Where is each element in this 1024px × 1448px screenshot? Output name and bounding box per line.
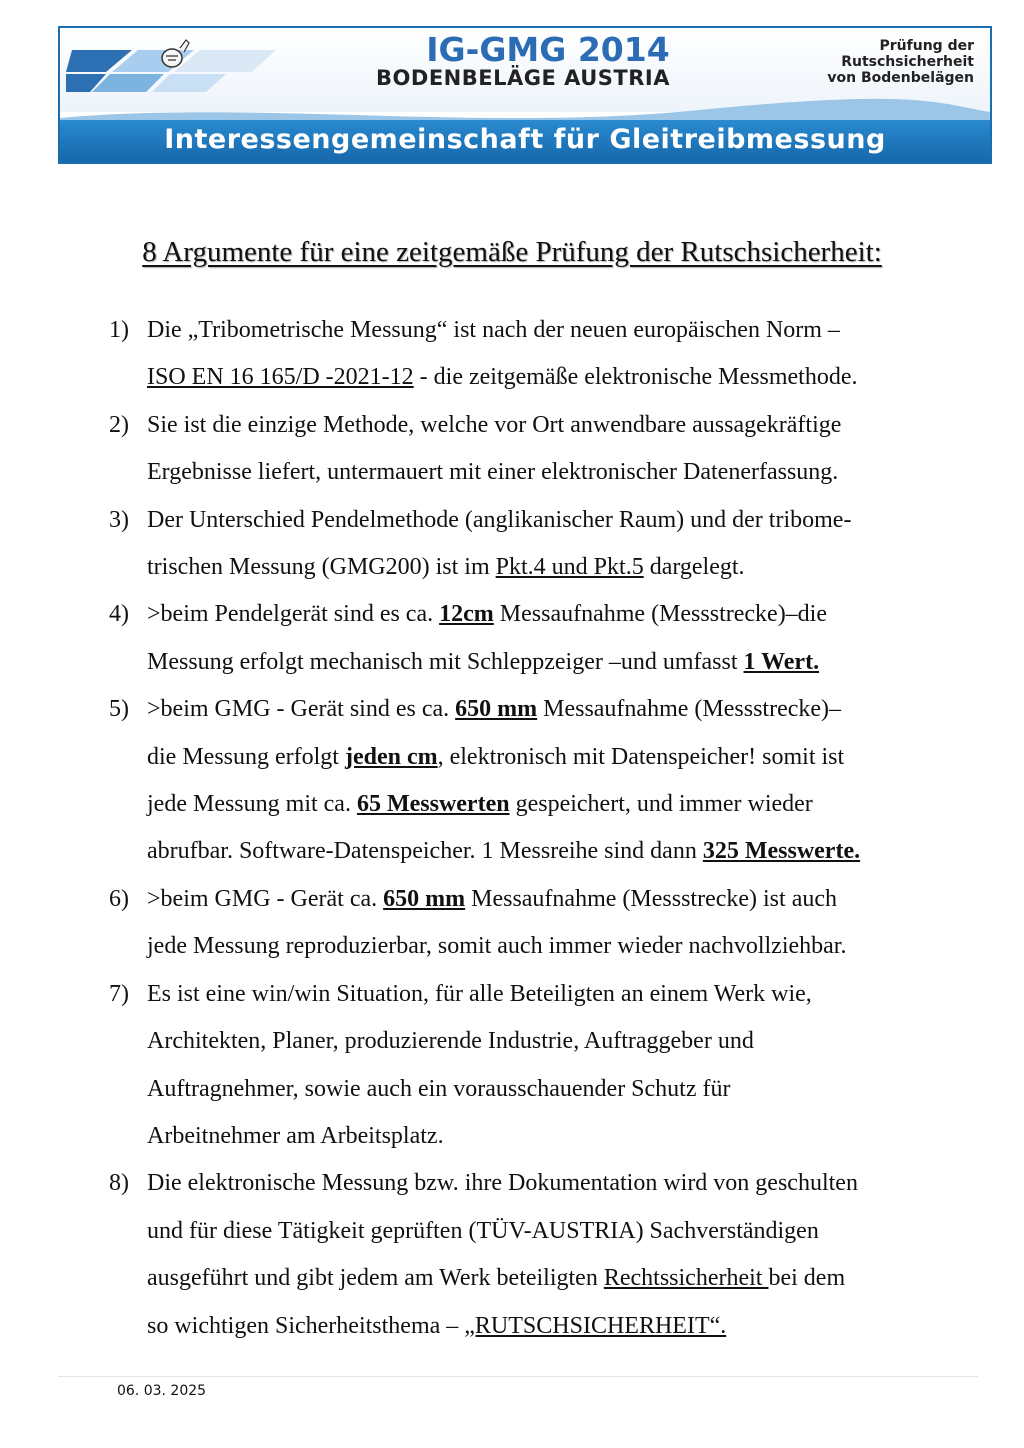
- banner-tagline: [774, 38, 974, 86]
- item-text: Die „Tribometrische Messung“ ist nach der neuen europäischen Norm –: [147, 317, 840, 343]
- item-text: Messung erfolgt mechanisch mit Schleppzeiger –und umfasst: [147, 648, 744, 675]
- item-line: [147, 734, 984, 781]
- item-text: , elektronisch mit Datenspeicher! somit ist: [437, 743, 845, 770]
- item-line: [147, 1160, 984, 1207]
- argument-item: [0, 686, 1024, 876]
- argument-item: [0, 591, 1024, 686]
- item-number: 2): [109, 411, 129, 438]
- document-heading: 8 Argumente für eine zeitgemäße Prüfung der Rutschsicherheit:: [142, 236, 882, 268]
- tagline-line: Rutschsicherheit: [841, 54, 974, 70]
- item-text: trischen Messung (GMG200) ist im: [147, 554, 496, 581]
- item-line: [147, 1303, 984, 1350]
- footer-divider: [58, 1376, 978, 1377]
- rechtssicherheit-link[interactable]: Rechtssicherheit: [603, 1265, 769, 1292]
- item-text: Ergebnisse liefert, untermauert mit einer elektronischer Datenerfassung.: [147, 459, 839, 486]
- item-text: jede Messung mit ca.: [147, 791, 357, 818]
- argument-list: [0, 307, 1024, 1350]
- highlight-value: 1 Wert.: [743, 648, 820, 675]
- item-line: [147, 639, 984, 686]
- highlight-value: 650 mm: [455, 696, 538, 723]
- item-text: gespeichert, und immer wieder: [509, 791, 813, 818]
- item-line: [147, 307, 984, 354]
- item-text: Architekten, Planer, produzierende Industrie, Auftraggeber und: [147, 1028, 754, 1055]
- norm-reference: ISO EN 16 165/D -2021-12: [147, 364, 414, 391]
- item-text: Auftragnehmer, sowie auch ein vorausschauender Schutz für: [147, 1075, 731, 1102]
- item-number: 5): [109, 696, 129, 723]
- item-text: Der Unterschied Pendelmethode (anglikanischer Raum) und der tribome-: [147, 506, 852, 533]
- item-line: [147, 1255, 984, 1302]
- header-banner: [58, 26, 992, 164]
- brand-subtitle: BODENBELÄGE AUSTRIA: [376, 66, 670, 90]
- item-line: [147, 828, 984, 875]
- item-text: ausgeführt und gibt jedem am Werk beteiligten: [147, 1265, 604, 1292]
- highlight-value: 650 mm: [383, 885, 466, 912]
- item-text: Die elektronische Messung bzw. ihre Dokumentation wird von geschulten: [147, 1170, 858, 1197]
- item-number: 7): [109, 980, 129, 1007]
- argument-item: [0, 971, 1024, 1161]
- item-line: [147, 686, 984, 733]
- item-number: 8): [109, 1170, 129, 1197]
- highlight-value: 12cm: [439, 601, 494, 628]
- item-text: >beim GMG - Gerät sind es ca.: [147, 696, 456, 723]
- item-text: abrufbar. Software-Datenspeicher. 1 Messreihe sind dann: [147, 838, 703, 865]
- item-line: [147, 923, 984, 970]
- pkt-reference-link[interactable]: Pkt.4 und Pkt.5: [495, 554, 644, 581]
- banner-strip-text: Interessengemeinschaft für Gleitreibmessung: [164, 124, 886, 155]
- item-number: 3): [109, 506, 129, 533]
- item-text: bei dem: [768, 1265, 846, 1292]
- item-text: jede Messung reproduzierbar, somit auch immer wieder nachvollziehbar.: [147, 933, 847, 960]
- logo-icon: [66, 34, 276, 98]
- item-number: 6): [109, 885, 129, 912]
- item-line: [147, 591, 984, 638]
- item-text: dargelegt.: [643, 554, 745, 581]
- item-text: Messaufnahme (Messstrecke)–: [537, 696, 842, 723]
- highlight-value: jeden cm: [344, 743, 438, 770]
- item-text: - die zeitgemäße elektronische Messmethode.: [413, 364, 858, 391]
- item-text: Es ist eine win/win Situation, für alle Beteiligten an einem Werk wie,: [147, 980, 812, 1007]
- item-line: [147, 402, 984, 449]
- highlight-value: 65 Messwerten: [356, 791, 510, 818]
- rutschsicherheit-link[interactable]: „RUTSCHSICHERHEIT“.: [464, 1312, 727, 1339]
- item-line: [147, 781, 984, 828]
- argument-item: [0, 307, 1024, 402]
- argument-item: [0, 402, 1024, 497]
- item-line: [147, 1113, 984, 1160]
- item-line: [147, 1208, 984, 1255]
- item-line: [147, 1018, 984, 1065]
- footer-date: 06. 03. 2025: [117, 1383, 207, 1399]
- item-text: Arbeitnehmer am Arbeitsplatz.: [147, 1122, 444, 1149]
- item-text: Messaufnahme (Messstrecke)–die: [493, 601, 828, 628]
- item-line: [147, 497, 984, 544]
- item-line: [147, 354, 984, 401]
- tagline-line: von Bodenbelägen: [827, 70, 974, 86]
- argument-item: [0, 497, 1024, 592]
- brand-title: IG-GMG 2014: [426, 30, 670, 69]
- item-line: [147, 876, 984, 923]
- argument-item: [0, 876, 1024, 971]
- item-text: so wichtigen Sicherheitsthema –: [147, 1312, 465, 1339]
- argument-item: [0, 1160, 1024, 1350]
- item-number: 1): [109, 317, 129, 343]
- item-text: und für diese Tätigkeit geprüften (TÜV-AUSTRIA) Sachverständigen: [147, 1217, 819, 1244]
- item-text: die Messung erfolgt: [147, 743, 345, 770]
- item-text: >beim GMG - Gerät ca.: [147, 885, 384, 912]
- item-text: Sie ist die einzige Methode, welche vor Ort anwendbare aussagekräftige: [147, 411, 842, 438]
- highlight-value: 325 Messwerte.: [702, 838, 861, 865]
- item-text: Messaufnahme (Messstrecke) ist auch: [465, 885, 837, 912]
- item-text: >beim Pendelgerät sind es ca.: [147, 601, 440, 628]
- item-line: [147, 971, 984, 1018]
- item-line: [147, 449, 984, 496]
- tagline-line: Prüfung der: [879, 38, 974, 54]
- item-line: [147, 1066, 984, 1113]
- item-number: 4): [109, 601, 129, 628]
- item-line: [147, 544, 984, 591]
